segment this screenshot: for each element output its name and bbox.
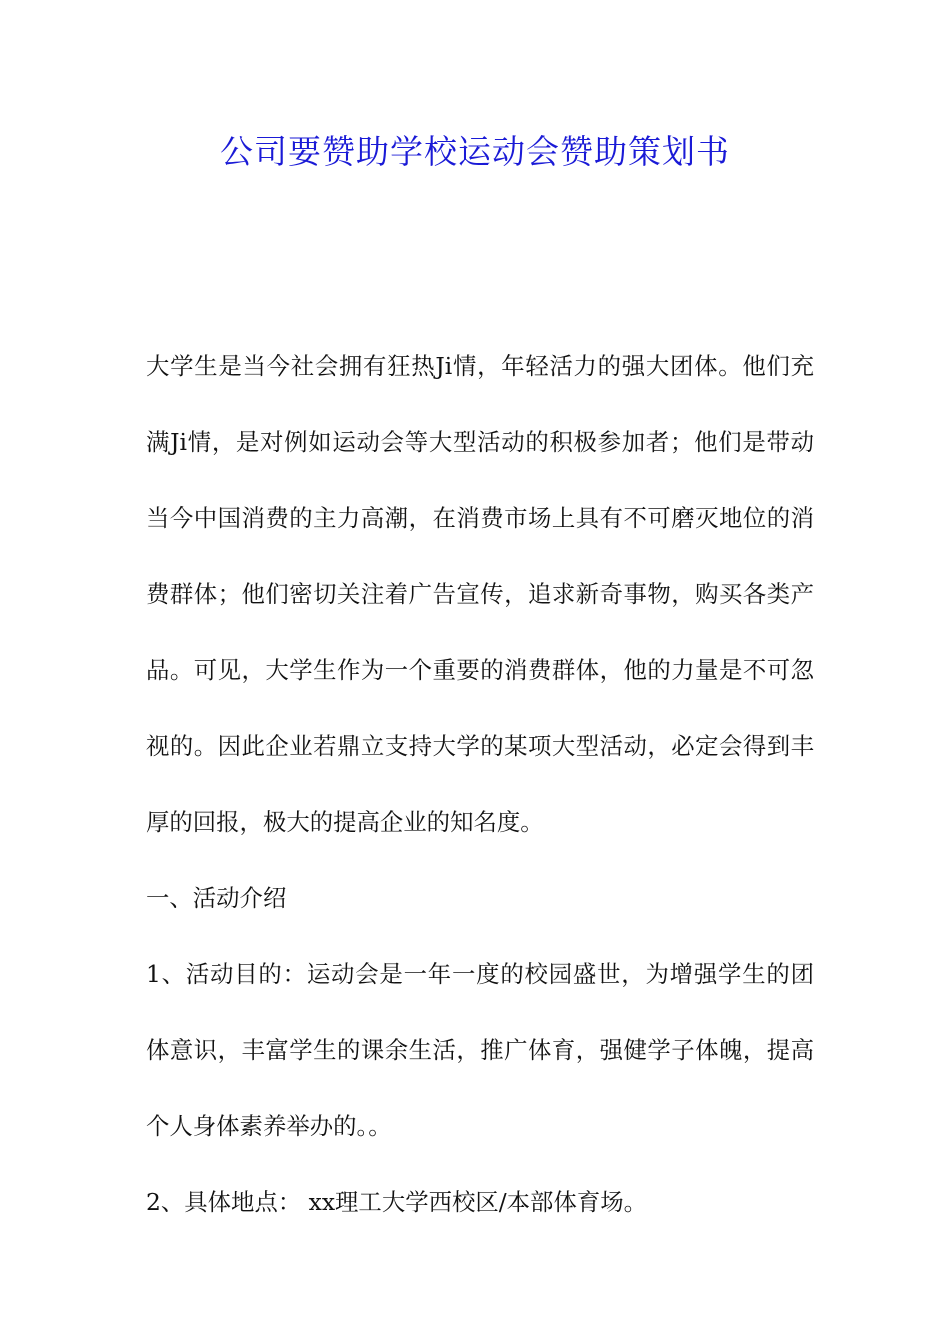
intro-paragraph: 大学生是当今社会拥有狂热Ji情，年轻活力的强大团体。他们充满Ji情，是对例如运动会等大型活动的积极参加者；他们是带动当今中国消费的主力高潮，在消费市场上具有不可磨灭地位的消费群体；他们密切关注着广告宣传，追求新奇事物，购买各类产品。可见，大学生作为一个重要的消费群体，他的力量是不可忽视的。因此企业若鼎立支持大学的某项大型活动，必定会得到丰厚的回报，极大的提高企业的知名度。 xyxy=(146,352,814,836)
list-item-location: 2、具体地点： xx理工大学西校区/本部体育场。 xyxy=(146,1188,648,1216)
document-title: 公司要赞助学校运动会赞助策划书 xyxy=(220,132,730,171)
section-heading: 一、活动介绍 xyxy=(146,884,287,912)
list-item-purpose: 1、活动目的：运动会是一年一度的校园盛世，为增强学生的团体意识，丰富学生的课余生活，推广体育，强健学子体魄，提高个人身体素养举办的。。 xyxy=(146,960,814,1140)
